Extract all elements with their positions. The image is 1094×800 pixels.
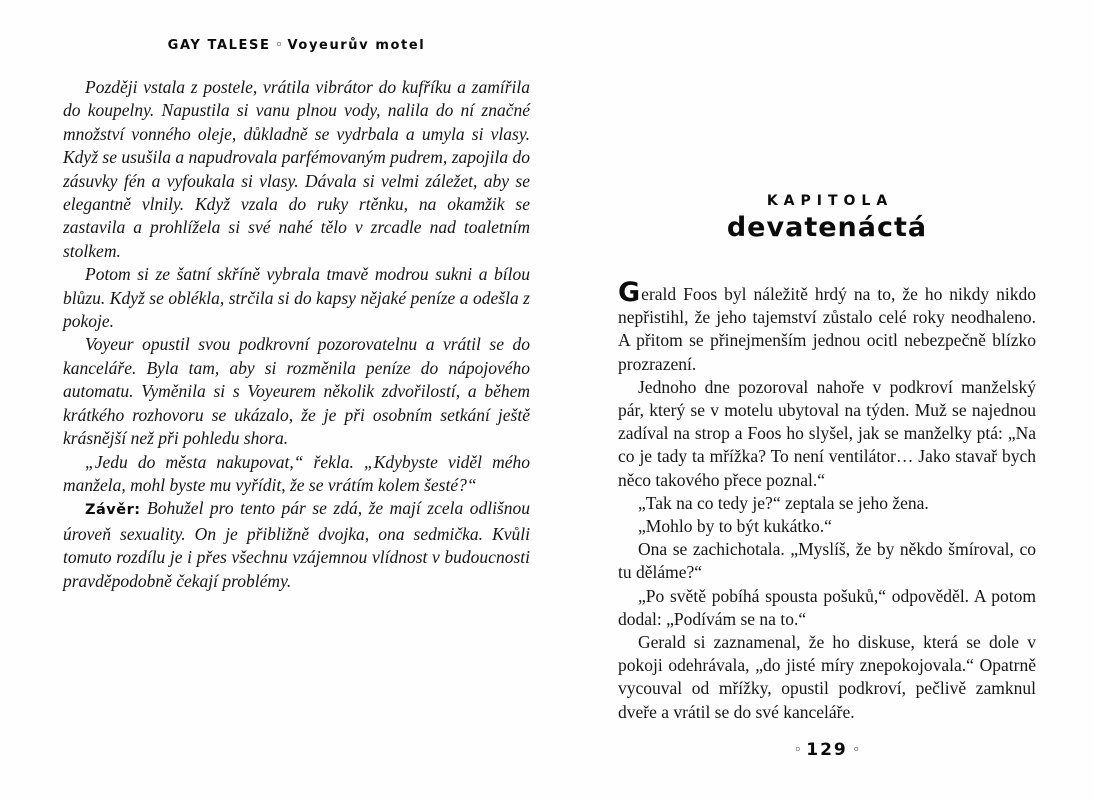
bullet-icon: ◦ [852, 743, 860, 756]
bullet-icon: ◦ [794, 743, 802, 756]
paragraph-text: Později vstala z postele, vrátila vibrátor do kufříku a zamířila do koupelny. Napustila si vanu plnou vody, nalila do ní značné množství vonného oleje, důkladně se vydrbala a umyla si vlasy. Když se usušila a napudrovala parfémovaným pudrem, zapojila do zásuvky fén a vyfoukala si vlasy. Dávala si velmi záležet, aby se elegantně vlnily. Když vzala do ruky rtěnku, na okamžik se zastavila a prohlížela si své nahé tělo v zrcadle nad toaletním stolkem. [63, 77, 530, 261]
paragraph [618, 631, 1036, 724]
paragraph [618, 585, 1036, 631]
paragraph [618, 515, 1036, 538]
paragraph-text: Voyeur opustil svou podkrovní pozorovatelnu a vrátil se do kanceláře. Byla tam, aby si rozměnila peníze do nápojového automatu. Vyměnila si s Voyeurem několik zdvořilostí, a během krátkého rozhovoru se ukázalo, že je při osobním setkání ještě krásnější než při pohledu shora. [63, 334, 530, 449]
paragraph [63, 263, 530, 333]
paragraph [618, 277, 1036, 376]
paragraph [63, 497, 530, 593]
paragraph-text: Jednoho dne pozoroval nahoře v podkroví manželský pár, který se v motelu ubytoval na týden. Muž se najednou zadíval na strop a Foos ho slyšel, jak se manželky ptá: „Na co je tady ta mřížka? To není ventilátor… Jako stavař bych něco takového přece poznal.“ [618, 376, 1036, 490]
paragraph-text: Bohužel pro tento pár se zdá, že mají zcela odlišnou úroveň sexuality. On je přibližně dvojka, ona sedmička. Kvůli tomuto rozdílu je i přes všechnu vzájemnou vlídnost v budoucnosti pravděpodobně čekají problémy. [63, 498, 530, 591]
paragraph [618, 376, 1036, 492]
book-title: Voyeurův motel [287, 38, 426, 53]
page-number: 129 [806, 740, 848, 760]
author-name: GAY TALESE [167, 38, 271, 53]
paragraph [618, 492, 1036, 515]
paragraph [63, 333, 530, 450]
paragraph [618, 538, 1036, 584]
bullet-icon: ◦ [275, 38, 283, 51]
paragraph-text: erald Foos byl náležitě hrdý na to, že ho nikdy nikdo nepřistihl, že jeho tajemství zůstalo celé roky neodhaleno. A přitom se přinejmenším jednou ocitl nebezpečně blízko prozrazení. [618, 284, 1036, 374]
chapter-label: KAPITOLA [766, 193, 894, 209]
page-footer [618, 740, 1036, 760]
paragraph-text: Potom si ze šatní skříně vybrala tmavě modrou sukni a bílou blůzu. Když se oblékla, strčila si do kapsy nějaké peníze a odešla z pokoje. [63, 264, 530, 332]
right-page-text [618, 277, 1036, 724]
paragraph-text: „Po světě pobíhá spousta pošuků,“ odpověděl. A potom dodal: „Podívám se na to.“ [618, 585, 1036, 629]
chapter-heading [618, 193, 1036, 243]
paragraph [63, 76, 530, 263]
paragraph-text: „Jedu do města nakupovat,“ řekla. „Kdybyste viděl mého manžela, mohl byste mu vyřídit, že se vrátím kolem šesté?“ [63, 451, 530, 495]
left-page [63, 0, 530, 593]
paragraph-text: „Tak na co tedy je?“ zeptala se jeho žena. [638, 492, 929, 513]
paragraph [63, 451, 530, 498]
drop-cap-initial: G [618, 277, 641, 308]
left-page-text [63, 76, 530, 593]
paragraph-text: „Mohlo by to být kukátko.“ [638, 516, 832, 537]
right-page [618, 0, 1036, 724]
conclusion-label: Závěr: [85, 502, 141, 519]
paragraph-text: Ona se zachichotala. „Myslíš, že by někdo šmíroval, co tu děláme?“ [618, 539, 1036, 583]
chapter-number: devatenáctá [726, 212, 928, 243]
running-head [63, 38, 530, 53]
paragraph-text: Gerald si zaznamenal, že ho diskuse, která se dole v pokoji odehrávala, „do jisté míry znepokojovala.“ Opatrně vycouval od mřížky, opustil podkroví, pečlivě zamknul dveře a vrátil se do své kanceláře. [618, 632, 1036, 722]
